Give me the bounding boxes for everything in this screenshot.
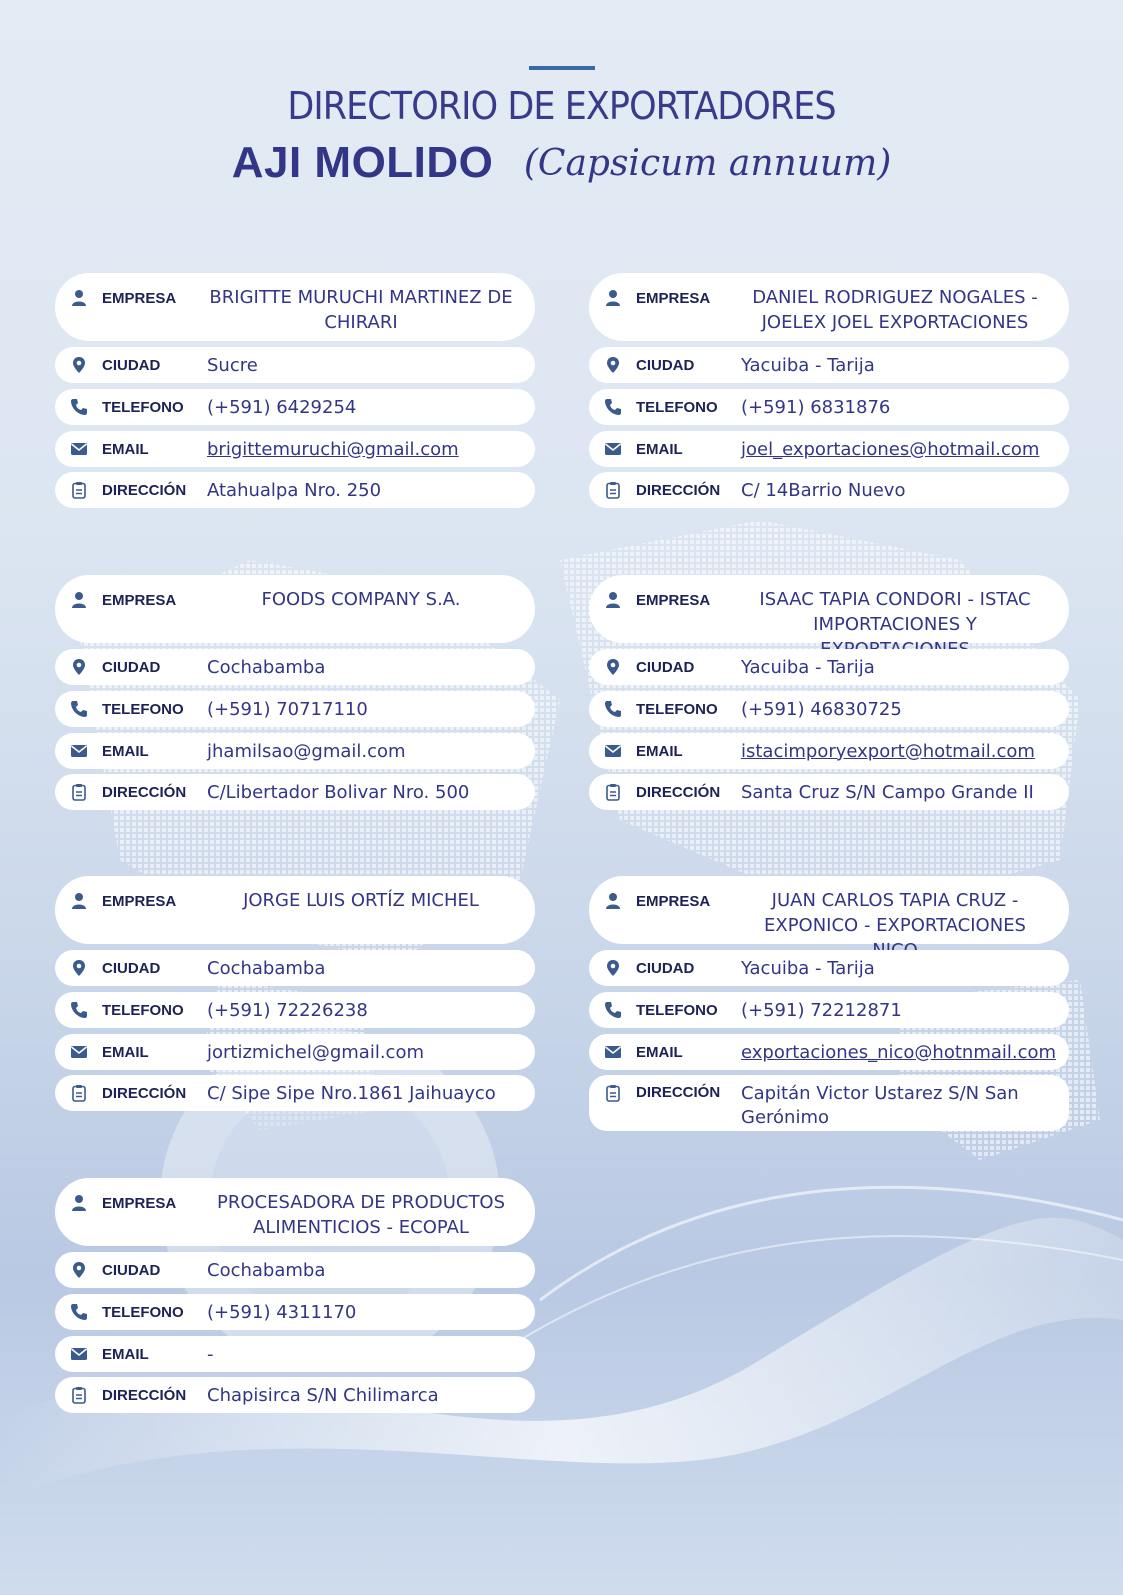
- telefono-label: TELEFONO: [102, 398, 184, 416]
- clipboard-icon: [70, 481, 88, 499]
- ciudad-label: CIUDAD: [636, 356, 695, 374]
- telefono-row: [55, 1294, 535, 1330]
- email-label: EMAIL: [102, 440, 149, 458]
- empresa-label: EMPRESA: [636, 592, 711, 609]
- email-label: EMAIL: [102, 1043, 149, 1061]
- direccion-value: Capitán Victor Ustarez S/N San Gerónimo: [741, 1083, 1019, 1128]
- ciudad-label: CIUDAD: [636, 959, 695, 977]
- location-pin-icon: [604, 356, 622, 374]
- direccion-label: DIRECCIÓN: [636, 481, 721, 499]
- telefono-label: TELEFONO: [636, 1001, 718, 1019]
- person-icon: [70, 591, 88, 609]
- direccion-value: C/ 14Barrio Nuevo: [741, 479, 906, 501]
- phone-icon: [70, 1001, 88, 1019]
- telefono-row: [589, 691, 1069, 727]
- direccion-row: [55, 1075, 535, 1111]
- company-name: JUAN CARLOS TAPIA CRUZ - EXPONICO - EXPORTACIONES: [763, 890, 1026, 936]
- empresa-row: [55, 575, 535, 643]
- document-title: DIRECTORIO DE EXPORTADORES: [287, 84, 836, 128]
- empresa-label: EMPRESA: [102, 290, 177, 307]
- direccion-label: DIRECCIÓN: [102, 1386, 187, 1404]
- envelope-icon: [70, 742, 88, 760]
- telefono-row: [589, 389, 1069, 425]
- ciudad-label: CIUDAD: [102, 658, 161, 676]
- empresa-label: EMPRESA: [636, 893, 711, 910]
- ciudad-row: [589, 649, 1069, 685]
- email-row: [589, 431, 1069, 467]
- title-accent-rule: [529, 66, 595, 70]
- empresa-row: [55, 273, 535, 341]
- ciudad-label: CIUDAD: [102, 1261, 161, 1279]
- phone-icon: [70, 398, 88, 416]
- telefono-row: [55, 691, 535, 727]
- email-label: EMAIL: [102, 1345, 149, 1363]
- direccion-row: [589, 1075, 1069, 1131]
- empresa-row: [55, 1178, 535, 1246]
- telefono-row: [55, 389, 535, 425]
- direccion-row: [589, 774, 1069, 810]
- person-icon: [70, 289, 88, 307]
- ciudad-row: [55, 1252, 535, 1288]
- phone-icon: [604, 398, 622, 416]
- clipboard-icon: [604, 1084, 622, 1102]
- email-link[interactable]: exportaciones_nico@hotnmail.com: [741, 1041, 1057, 1063]
- email-row: [589, 1034, 1069, 1070]
- person-icon: [604, 591, 622, 609]
- telefono-row: [55, 992, 535, 1028]
- telefono-row: [589, 992, 1069, 1028]
- company-name: PROCESADORA DE PRODUCTOS ALIMENTICIOS - ECOPAL: [216, 1192, 506, 1238]
- email-row: [55, 1336, 535, 1372]
- phone-icon: [70, 1303, 88, 1321]
- empresa-label: EMPRESA: [102, 1195, 177, 1212]
- telefono-value: (+591) 4311170: [207, 1301, 357, 1323]
- email-row: [55, 733, 535, 769]
- email-row: [55, 1034, 535, 1070]
- ciudad-value: Yacuiba - Tarija: [741, 957, 875, 979]
- direccion-value: C/ Sipe Sipe Nro.1861 Jaihuayco: [207, 1082, 496, 1104]
- envelope-icon: [604, 742, 622, 760]
- clipboard-icon: [604, 481, 622, 499]
- telefono-label: TELEFONO: [636, 398, 718, 416]
- clipboard-icon: [70, 1084, 88, 1102]
- person-icon: [70, 1194, 88, 1212]
- clipboard-icon: [70, 783, 88, 801]
- direccion-label: DIRECCIÓN: [102, 783, 187, 801]
- email-link[interactable]: brigittemuruchi@gmail.com: [207, 438, 459, 460]
- product-subtitle: [0, 138, 1123, 188]
- telefono-label: TELEFONO: [102, 700, 184, 718]
- email-value: jortizmichel@gmail.com: [207, 1041, 424, 1063]
- envelope-icon: [604, 1043, 622, 1061]
- direccion-label: DIRECCIÓN: [636, 783, 721, 801]
- company-name: ISAAC TAPIA CONDORI - ISTAC IMPORTACIONES Y: [759, 589, 1031, 635]
- telefono-value: (+591) 70717110: [207, 698, 368, 720]
- direccion-row: [55, 1377, 535, 1413]
- telefono-value: (+591) 6831876: [741, 396, 891, 418]
- location-pin-icon: [604, 959, 622, 977]
- ciudad-row: [589, 950, 1069, 986]
- direccion-label: DIRECCIÓN: [636, 1084, 721, 1101]
- ciudad-row: [55, 347, 535, 383]
- clipboard-icon: [70, 1386, 88, 1404]
- email-label: EMAIL: [102, 742, 149, 760]
- email-value: jhamilsao@gmail.com: [207, 740, 406, 762]
- direccion-value: C/Libertador Bolivar Nro. 500: [207, 781, 470, 803]
- telefono-value: (+591) 72212871: [741, 999, 902, 1021]
- direccion-label: DIRECCIÓN: [102, 481, 187, 499]
- product-name: AJI MOLIDO: [231, 138, 494, 187]
- telefono-label: TELEFONO: [102, 1303, 184, 1321]
- direccion-label: DIRECCIÓN: [102, 1084, 187, 1102]
- ciudad-label: CIUDAD: [636, 658, 695, 676]
- ciudad-value: Cochabamba: [207, 957, 326, 979]
- location-pin-icon: [70, 1261, 88, 1279]
- ciudad-label: CIUDAD: [102, 959, 161, 977]
- company-name: JORGE LUIS ORTÍZ MICHEL: [243, 890, 479, 911]
- clipboard-icon: [604, 783, 622, 801]
- empresa-row: [55, 876, 535, 944]
- company-name: BRIGITTE MURUCHI MARTINEZ DE CHIRARI: [209, 287, 513, 333]
- telefono-label: TELEFONO: [636, 700, 718, 718]
- company-name: DANIEL RODRIGUEZ NOGALES - JOELEX JOEL EXPORTACIONES: [752, 287, 1038, 333]
- phone-icon: [604, 1001, 622, 1019]
- ciudad-value: Sucre: [207, 354, 258, 376]
- direccion-value: Atahualpa Nro. 250: [207, 479, 382, 501]
- telefono-value: (+591) 46830725: [741, 698, 902, 720]
- ciudad-value: Yacuiba - Tarija: [741, 656, 875, 678]
- ciudad-value: Cochabamba: [207, 656, 326, 678]
- telefono-value: (+591) 6429254: [207, 396, 357, 418]
- telefono-value: (+591) 72226238: [207, 999, 368, 1021]
- ciudad-row: [589, 347, 1069, 383]
- person-icon: [70, 892, 88, 910]
- ciudad-value: Yacuiba - Tarija: [741, 354, 875, 376]
- telefono-label: TELEFONO: [102, 1001, 184, 1019]
- envelope-icon: [70, 1043, 88, 1061]
- ciudad-value: Cochabamba: [207, 1259, 326, 1281]
- ciudad-label: CIUDAD: [102, 356, 161, 374]
- location-pin-icon: [70, 356, 88, 374]
- email-label: EMAIL: [636, 440, 683, 458]
- email-label: EMAIL: [636, 742, 683, 760]
- location-pin-icon: [70, 658, 88, 676]
- direccion-row: [589, 472, 1069, 508]
- location-pin-icon: [604, 658, 622, 676]
- envelope-icon: [604, 440, 622, 458]
- ciudad-row: [55, 950, 535, 986]
- direccion-row: [55, 472, 535, 508]
- person-icon: [604, 892, 622, 910]
- envelope-icon: [70, 1345, 88, 1363]
- email-value: -: [207, 1343, 214, 1365]
- email-row: [589, 733, 1069, 769]
- email-label: EMAIL: [636, 1043, 683, 1061]
- empresa-row: [589, 273, 1069, 341]
- direccion-value: Chapisirca S/N Chilimarca: [207, 1384, 439, 1406]
- empresa-label: EMPRESA: [636, 290, 711, 307]
- direccion-value: Santa Cruz S/N Campo Grande II: [741, 781, 1034, 803]
- empresa-label: EMPRESA: [102, 592, 177, 609]
- email-link[interactable]: joel_exportaciones@hotmail.com: [741, 438, 1040, 460]
- envelope-icon: [70, 440, 88, 458]
- phone-icon: [70, 700, 88, 718]
- email-link[interactable]: istacimporyexport@hotmail.com: [741, 740, 1035, 762]
- location-pin-icon: [70, 959, 88, 977]
- email-row: [55, 431, 535, 467]
- phone-icon: [604, 700, 622, 718]
- direccion-row: [55, 774, 535, 810]
- empresa-row: [589, 575, 1069, 643]
- person-icon: [604, 289, 622, 307]
- ciudad-row: [55, 649, 535, 685]
- empresa-label: EMPRESA: [102, 893, 177, 910]
- empresa-row: [589, 876, 1069, 944]
- company-name: FOODS COMPANY S.A.: [261, 589, 461, 610]
- scientific-name: (Capsicum annuum): [523, 142, 892, 184]
